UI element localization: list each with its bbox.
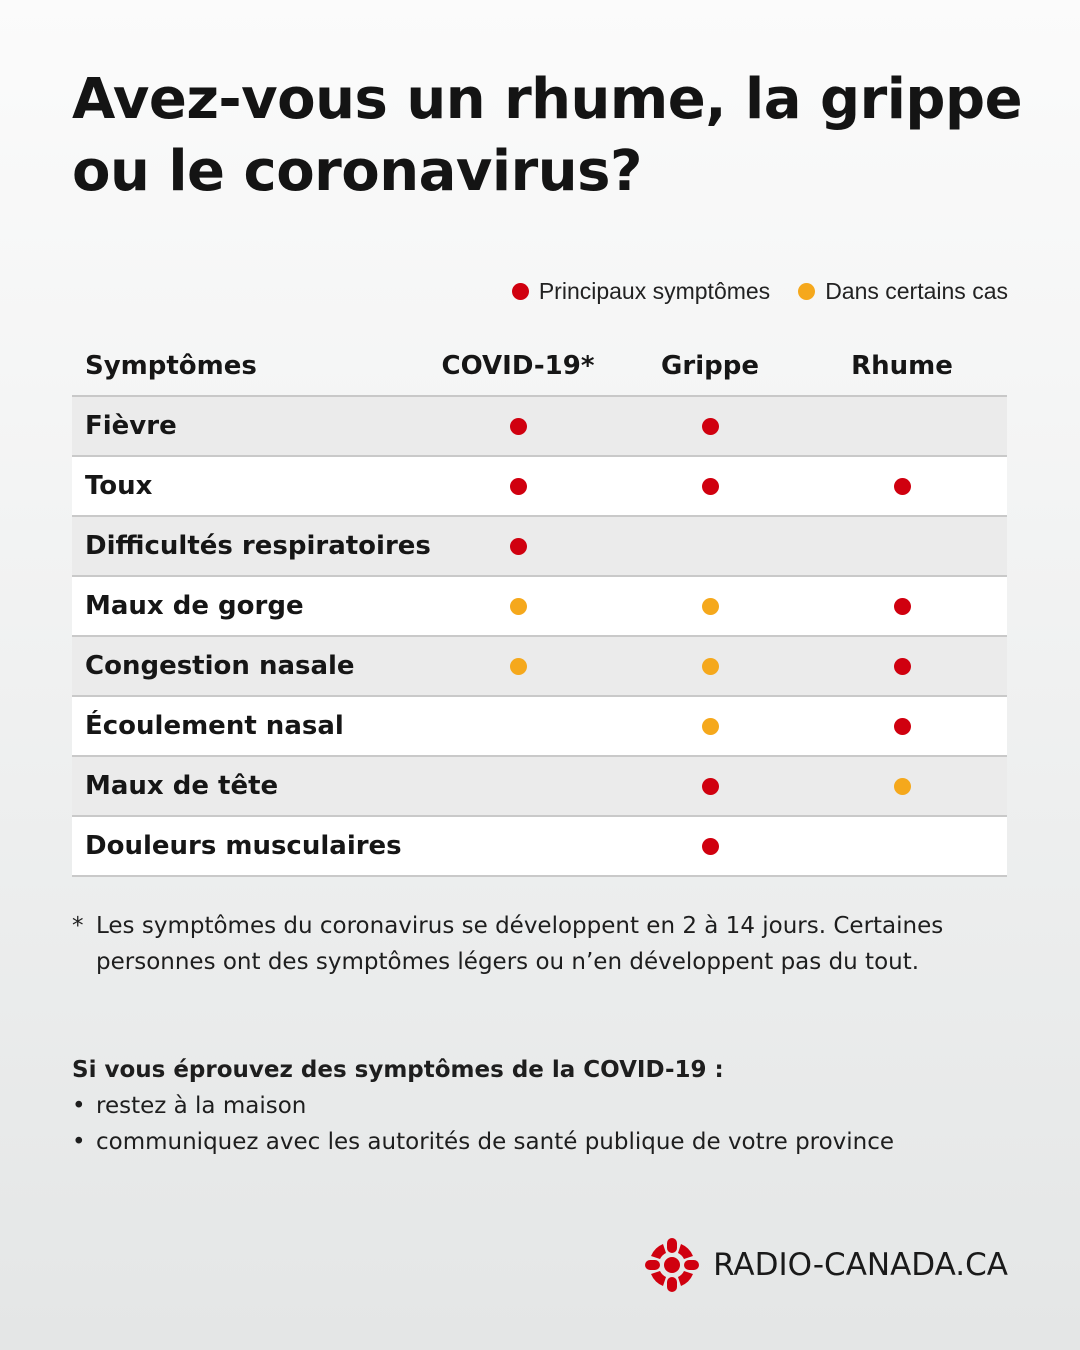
symptom-label: Difficultés respiratoires — [85, 531, 431, 561]
header-covid: COVID-19* — [441, 350, 595, 381]
footnote — [72, 908, 1022, 980]
symptom-label: Congestion nasale — [85, 651, 355, 681]
cell-grippe — [614, 418, 806, 435]
orange-dot-icon — [894, 778, 911, 795]
advice-heading: Si vous éprouvez des symptômes de la COVID-19 : — [72, 1057, 724, 1083]
symptom-label: Maux de tête — [85, 771, 279, 801]
orange-dot-icon — [702, 598, 719, 615]
cell-rhume — [806, 718, 998, 735]
red-dot-icon — [894, 658, 911, 675]
brand-logo — [643, 1236, 1008, 1294]
table-row — [72, 697, 1007, 757]
advice-bullet-2: communiquez avec les autorités de santé publique de votre province — [96, 1129, 895, 1155]
symptom-label: Fièvre — [85, 411, 177, 441]
table-row — [72, 637, 1007, 697]
bullet-icon: • — [72, 1129, 86, 1155]
symptom-label: Douleurs musculaires — [85, 831, 402, 861]
red-dot-icon — [702, 778, 719, 795]
symptoms-table — [72, 336, 1007, 877]
radio-canada-gem-icon — [643, 1236, 701, 1294]
header-grippe: Grippe — [661, 350, 759, 381]
title-line-2: ou le coronavirus? — [72, 139, 642, 204]
table-row — [72, 817, 1007, 877]
list-item — [72, 1124, 1032, 1160]
symptom-label: Maux de gorge — [85, 591, 304, 621]
red-dot-icon — [894, 718, 911, 735]
brand-name: RADIO-CANADA.CA — [713, 1247, 1008, 1283]
header-symptoms: Symptômes — [85, 350, 257, 381]
cell-rhume — [806, 598, 998, 615]
cell-covid — [422, 418, 614, 435]
orange-dot-icon — [702, 658, 719, 675]
symptom-label: Écoulement nasal — [85, 711, 344, 741]
table-row — [72, 397, 1007, 457]
cell-rhume — [806, 658, 998, 675]
table-header — [72, 336, 1007, 397]
cell-grippe — [614, 838, 806, 855]
table-body — [72, 397, 1007, 877]
red-dot-icon — [512, 283, 529, 300]
orange-dot-icon — [798, 283, 815, 300]
cell-rhume — [806, 778, 998, 795]
cell-grippe — [614, 598, 806, 615]
table-row — [72, 457, 1007, 517]
red-dot-icon — [894, 598, 911, 615]
table-row — [72, 577, 1007, 637]
cell-covid — [422, 478, 614, 495]
footnote-text: Les symptômes du coronavirus se développent en 2 à 14 jours. Certaines personnes ont des symptômes légers ou n’en développent pas du tout. — [96, 913, 944, 975]
cell-covid — [422, 538, 614, 555]
red-dot-icon — [510, 418, 527, 435]
list-item — [72, 1088, 1032, 1124]
red-dot-icon — [510, 538, 527, 555]
red-dot-icon — [702, 838, 719, 855]
table-row — [72, 517, 1007, 577]
legend-some-label: Dans certains cas — [825, 278, 1008, 304]
red-dot-icon — [894, 478, 911, 495]
cell-grippe — [614, 658, 806, 675]
cell-rhume — [806, 478, 998, 495]
orange-dot-icon — [510, 658, 527, 675]
cell-covid — [422, 598, 614, 615]
legend — [512, 278, 1008, 305]
footnote-marker: * — [72, 913, 84, 939]
red-dot-icon — [510, 478, 527, 495]
red-dot-icon — [702, 478, 719, 495]
red-dot-icon — [702, 418, 719, 435]
legend-item-some — [798, 278, 1008, 305]
cell-grippe — [614, 718, 806, 735]
orange-dot-icon — [702, 718, 719, 735]
cell-grippe — [614, 778, 806, 795]
legend-item-main — [512, 278, 770, 305]
cell-grippe — [614, 478, 806, 495]
header-rhume: Rhume — [851, 350, 953, 381]
table-row — [72, 757, 1007, 817]
cell-covid — [422, 658, 614, 675]
title-line-1: Avez-vous un rhume, la grippe — [72, 67, 1023, 132]
advice-bullet-1: restez à la maison — [96, 1093, 307, 1119]
page-title — [72, 64, 1032, 208]
legend-main-label: Principaux symptômes — [538, 278, 771, 304]
advice-section — [72, 1052, 1032, 1160]
orange-dot-icon — [510, 598, 527, 615]
bullet-icon: • — [72, 1093, 86, 1119]
symptom-label: Toux — [85, 471, 153, 501]
